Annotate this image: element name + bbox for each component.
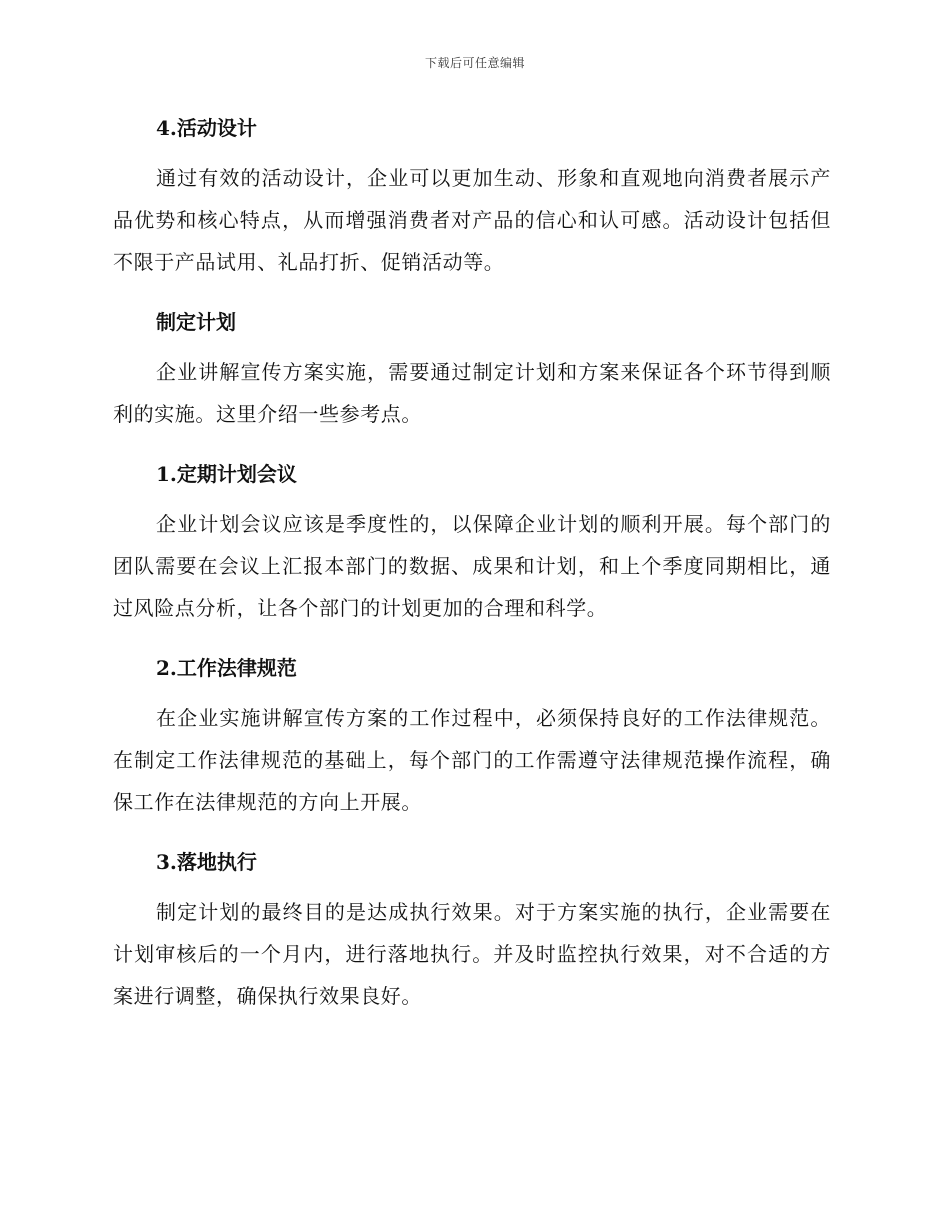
section-heading-activity-design: 4.活动设计 [156, 116, 257, 140]
section-heading-regular-meetings: 1.定期计划会议 [156, 462, 297, 486]
section-body-legal-norms: 在企业实施讲解宣传方案的工作过程中，必须保持良好的工作法律规范。在制定工作法律规范的基础上，每个部门的工作需遵守法律规范操作流程，确保工作在法律规范的方向上开展。 [113, 706, 831, 814]
section-heading-execution: 3.落地执行 [156, 850, 257, 874]
page-header-note: 下载后可任意编辑 [424, 56, 525, 70]
section-body-make-plan: 企业讲解宣传方案实施，需要通过制定计划和方案来保证各个环节得到顺利的实施。这里介绍一些参考点。 [113, 360, 831, 426]
section-body-activity-design: 通过有效的活动设计，企业可以更加生动、形象和直观地向消费者展示产品优势和核心特点，从而增强消费者对产品的信心和认可感。活动设计包括但不限于产品试用、礼品打折、促销活动等。 [113, 166, 831, 274]
section-heading-make-plan: 制定计划 [156, 310, 236, 334]
section-heading-legal-norms: 2.工作法律规范 [156, 656, 297, 680]
section-body-execution: 制定计划的最终目的是达成执行效果。对于方案实施的执行，企业需要在计划审核后的一个月内，进行落地执行。并及时监控执行效果，对不合适的方案进行调整，确保执行效果良好。 [113, 900, 831, 1008]
section-body-regular-meetings: 企业计划会议应该是季度性的，以保障企业计划的顺利开展。每个部门的团队需要在会议上汇报本部门的数据、成果和计划，和上个季度同期相比，通过风险点分析，让各个部门的计划更加的合理和科学。 [113, 512, 831, 620]
document-body [113, 108, 831, 1017]
